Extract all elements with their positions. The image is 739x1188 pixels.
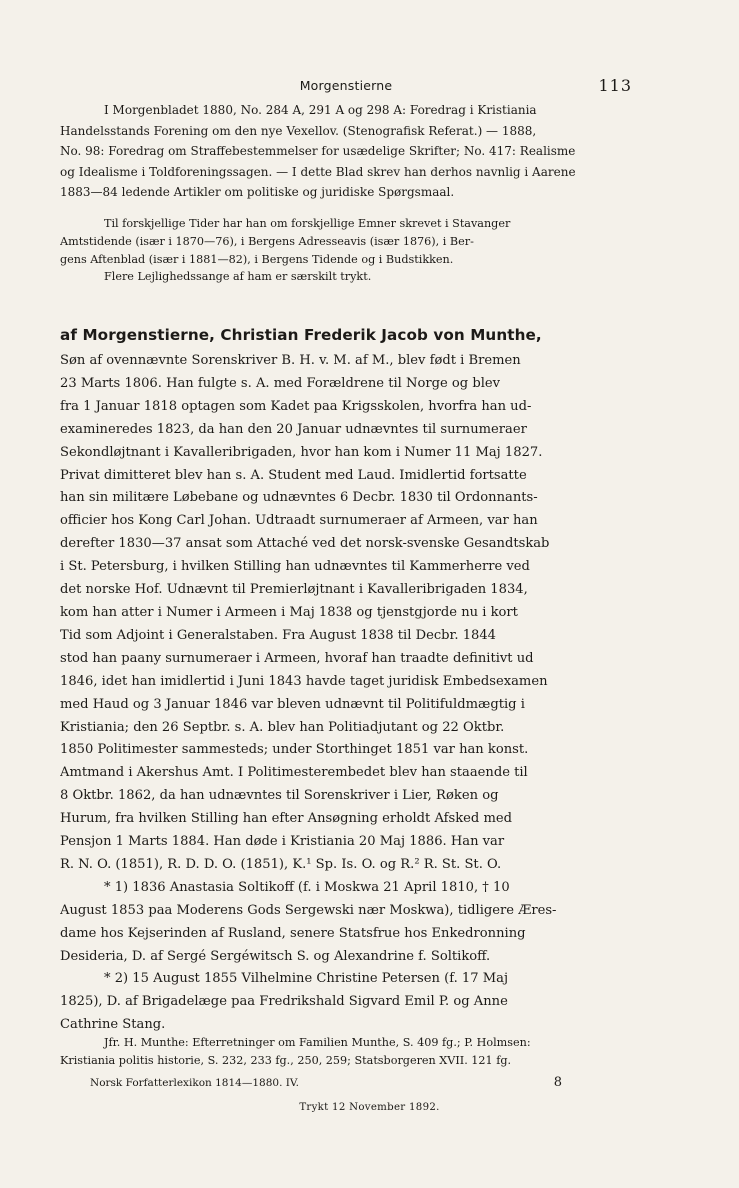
bio-line: i St. Petersburg, i hvilken Stilling han udnævntes til Kammerherre ved [60,559,530,575]
running-head: Morgenstierne [299,78,393,93]
bio-line: stod han paany surnumeraer i Armeen, hvoraf han traadte definitivt ud [60,650,534,666]
bio-line: Privat dimitteret blev han s. A. Student med Laud. Imidlertid fortsatte [60,467,527,483]
print-date: Trykt 12 November 1892. [299,1102,440,1113]
bio-line: 23 Marts 1806. Han fulgte s. A. med Forældrene til Norge og blev [60,375,501,391]
bio-line: han sin militære Løbebane og udnævntes 6 Decbr. 1830 til Ordonnants- [60,490,538,506]
signature-mark: 8 [553,1075,562,1090]
bio-line: det norske Hof. Udnævnt til Premierløjtnant i Kavalleribrigaden 1834, [60,582,528,598]
bio-line: Hurum, fra hvilken Stilling han efter Ansøgning erholdt Afsked med [60,811,513,827]
bio-line: * 2) 15 August 1855 Vilhelmine Christine Petersen (f. 17 Maj [104,971,509,987]
page-header [60,76,632,100]
bio-line: kom han atter i Numer i Armeen i Maj 1838 og tjenstgjorde nu i kort [60,604,518,620]
fraktur-line: og Idealisme i Toldforeningssagen. — I dette Blad skrev han derhos navnlig i Aarene [60,164,576,179]
bio-line: fra 1 Januar 1818 optagen som Kadet paa Krigsskolen, hvorfra han ud- [60,398,532,414]
fraktur-line: Handelsstands Forening om den nye Vexellov. (Stenografisk Referat.) — 1888, [60,123,537,138]
bio-line: 1825), D. af Brigadelæge paa Fredrikshald Sigvard Emil P. og Anne [60,994,508,1010]
bio-line: dame hos Kejserinden af Rusland, senere Statsfrue hos Enkedronning [60,925,526,941]
bio-line: August 1853 paa Moderens Gods Sergewski nær Moskwa), tidligere Æres- [60,902,557,918]
sources-footnote [60,1034,632,1070]
bio-line: 8 Oktbr. 1862, da han udnævntes til Sorenskriver i Lier, Røken og [60,788,499,804]
bio-line: * 1) 1836 Anastasia Soltikoff (f. i Moskwa 21 April 1810, † 10 [104,879,510,895]
entry-heading: af Morgenstierne, Christian Frederik Jacob von Munthe, [60,326,542,344]
fraktur-bibliography [60,100,632,203]
fraktur-line: No. 98: Foredrag om Straffebestemmelser for usædelige Skrifter; No. 417: Realisme [60,144,576,158]
page-footer [90,1075,562,1095]
small-line: gens Aftenblad (især i 1881—82), i Bergens Tidende og i Budstikken. [60,252,454,266]
bio-line: Cathrine Stang. [60,1017,166,1033]
bio-line: officier hos Kong Carl Johan. Udtraadt surnumeraer af Armeen, var han [60,513,538,529]
bio-line: 1850 Politimester sammesteds; under Storthinget 1851 var han konst. [60,742,529,758]
bio-line: Sekondløjtnant i Kavalleribrigaden, hvor han kom i Numer 11 Maj 1827. [60,444,543,460]
biography [60,350,632,1037]
bio-line: R. N. O. (1851), R. D. D. O. (1851), K.¹ Sp. Is. O. og R.² R. St. St. O. [60,856,502,872]
bio-line: Søn af ovennævnte Sorenskriver B. H. v. M. af M., blev født i Bremen [60,353,521,368]
bio-line: Desideria, D. af Sergé Sergéwitsch S. og Alexandrine f. Soltikoff. [60,948,491,964]
fraktur-line: 1883—84 ledende Artikler om politiske og juridiske Spørgsmaal. [60,185,455,199]
fraktur-line: I Morgenbladet 1880, No. 284 A, 291 A og 298 A: Foredrag i Kristiania [104,103,537,117]
small-line: Til forskjellige Tider har han om forskjellige Emner skrevet i Stavanger [104,217,511,230]
bio-line: 1846, idet han imidlertid i Juni 1843 havde taget juridisk Embedsexamen [60,673,548,689]
bio-line: derefter 1830—37 ansat som Attaché ved det norsk-svenske Gesandtskab [60,536,550,552]
bio-line: Pensjon 1 Marts 1884. Han døde i Kristiania 20 Maj 1886. Han var [60,834,505,850]
bio-line: Tid som Adjoint i Generalstaben. Fra August 1838 til Decbr. 1844 [60,627,497,643]
small-line: Flere Lejlighedssange af ham er særskilt trykt. [104,270,372,284]
footnote-line: Kristiania politis historie, S. 232, 233 fg., 250, 259; Statsborgeren XVII. 121 fg. [60,1054,512,1067]
bio-line: Kristiania; den 26 Septbr. s. A. blev han Politiadjutant og 22 Oktbr. [60,719,505,735]
bio-line: med Haud og 3 Januar 1846 var bleven udnævnt til Politifuldmægtig i [60,696,525,712]
footer-title: Norsk Forfatterlexikon 1814—1880. IV. [90,1077,299,1089]
bio-line: Amtmand i Akershus Amt. I Politimesterembedet blev han staaende til [60,765,528,781]
small-line: Amtstidende (især i 1870—76), i Bergens Adresseavis (især 1876), i Ber- [60,234,474,248]
additional-writings [60,215,632,286]
footnote-line: Jfr. H. Munthe: Efterretninger om Familien Munthe, S. 409 fg.; P. Holmsen: [104,1036,531,1049]
page-number: 113 [598,76,632,95]
bio-line: examineredes 1823, da han den 20 Januar udnævntes til surnumeraer [60,421,527,437]
